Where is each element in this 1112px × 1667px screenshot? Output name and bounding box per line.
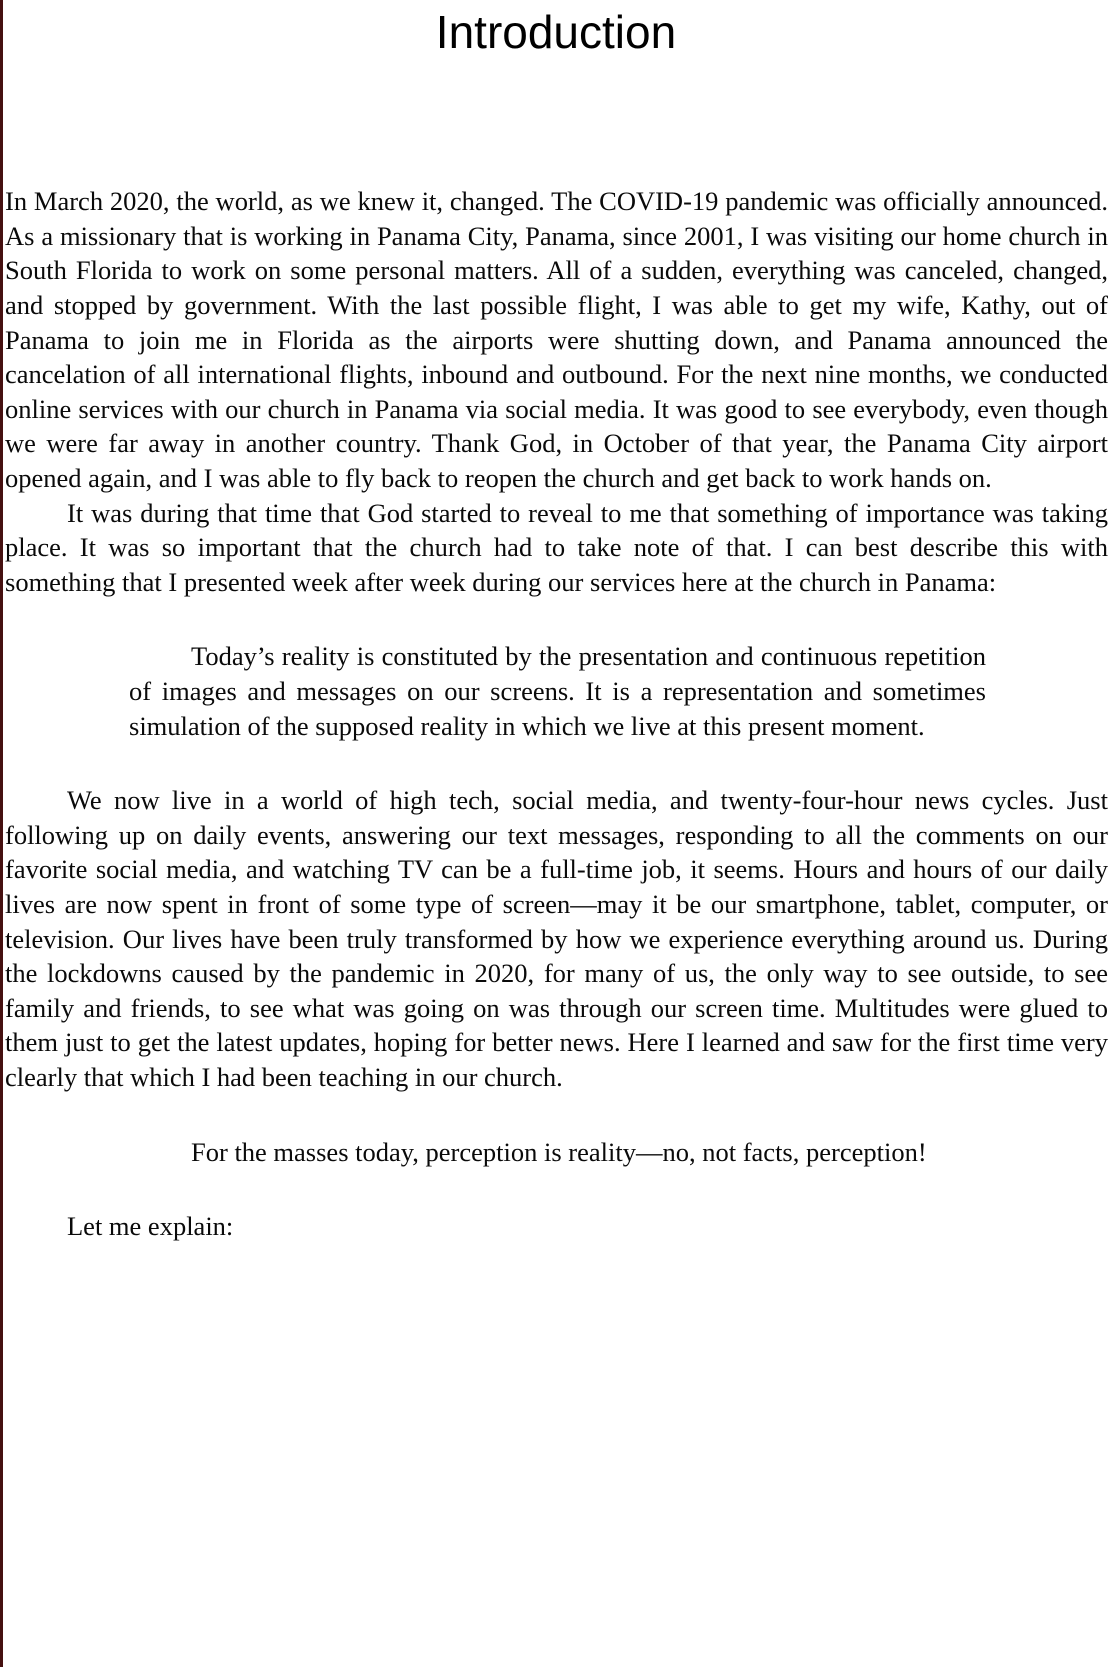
block-quote-perception: For the masses today, perception is reality—no, not facts, perception! bbox=[191, 1136, 927, 1167]
paragraph-opening: In March 2020, the world, as we knew it, changed. The COVID-19 pandemic was officially announced. As a missionary that is working in Panama City, Panama, since 2001, I was visiting our home church in South Florida to work on some personal matters. All of a sudden, everything was canceled, changed, and stopped by government. With the last possible flight, I was able to get my wife, Kathy, out of Panama to join me in Florida as the airports were shutting down, and Panama announced the cancelation of all international flights, inbound and outbound. For the next nine months, we conducted online services with our church in Panama via social media. It was good to see everybody, even though we were far away in another country. Thank God, in October of that year, the Panama City airport opened again, and I was able to fly back to reopen the church and get back to work hands on. bbox=[5, 186, 1108, 494]
page-left-edge-line bbox=[0, 0, 3, 1667]
chapter-title: Introduction bbox=[435, 6, 677, 58]
paragraph-high-tech-world: We now live in a world of high tech, social media, and twenty-four-hour news cycles. Just following up on daily events, answering our text messages, responding to all the comments on our favorite social media, and watching TV can be a full-time job, it seems. Hours and hours of our daily lives are now spent in front of some type of screen—may it be our smartphone, tablet, computer, or television. Our lives have been truly transformed by how we experience everything around us. During the lockdowns caused by the pandemic in 2020, for many of us, the only way to see outside, to see family and friends, to see what was going on was through our screen time. Multitudes were glued to them just to get the latest updates, hoping for better news. Here I learned and saw for the first time very clearly that which I had been teaching in our church. bbox=[5, 785, 1108, 1092]
closing-line: Let me explain: bbox=[67, 1211, 234, 1242]
paragraph-revelation: It was during that time that God started to reveal to me that something of importance was taking place. It was so important that the church had to take note of that. I can best describe this with something that I presented week after week during our services here at the church in Panama: bbox=[5, 497, 1108, 597]
page-content bbox=[5, 184, 1108, 1243]
block-quote-todays-reality: Today’s reality is constituted by the presentation and continuous repetition of images and messages on our screens. It is a representation and sometimes simulation of the supposed reality in which we live at this present moment. bbox=[129, 641, 986, 741]
